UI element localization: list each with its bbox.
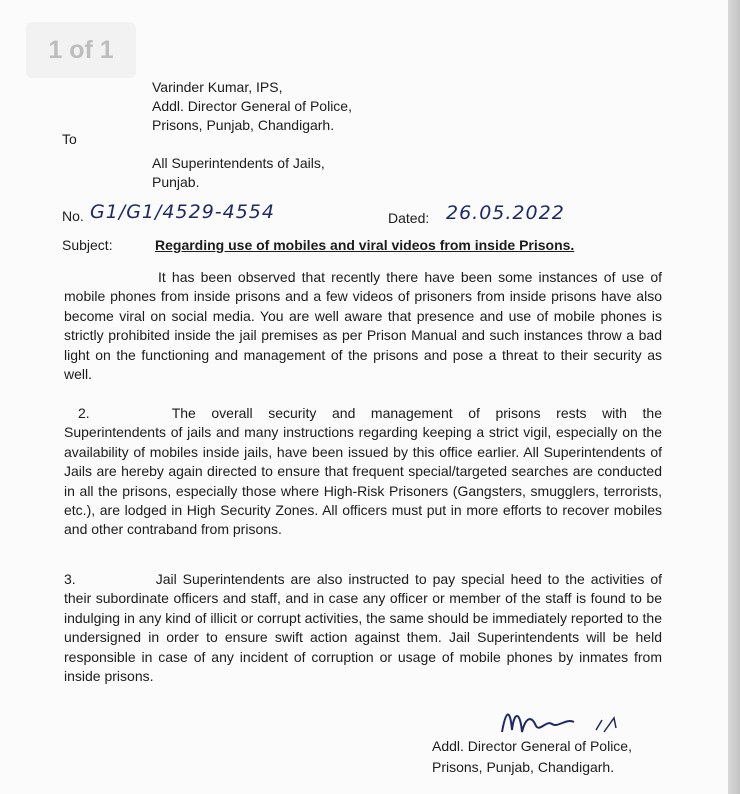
paragraph-2 bbox=[64, 404, 662, 540]
recipient-line: Punjab. bbox=[152, 174, 200, 190]
sender-block bbox=[152, 78, 352, 135]
page-indicator: 1 of 1 bbox=[26, 22, 136, 78]
sender-line: Prisons, Punjab, Chandigarh. bbox=[152, 117, 335, 133]
paragraph-1-text: It has been observed that recently there have been some instances of use of mobile phones from inside prisons and a few videos of prisoners from inside prisons have also become viral on social media. You are well aware that presence and use of mobile phones is strictly prohibited inside the jail premises as per Prison Manual and such instances throw a bad light on the functioning and management of the prisons and pose a threat to their security as well. bbox=[64, 269, 662, 383]
recipient-block bbox=[152, 154, 325, 192]
paragraph-1 bbox=[64, 268, 662, 384]
paragraph-2-text: The overall security and management of prisons rests with the Superintendents of jails and many instructions regarding keeping a strict vigil, especially on the availability of mobiles inside jails, have been issued by this office earlier. All Superintendents of Jails are hereby again directed to ensure that frequent special/targeted searches are conducted in all the prisons, especially those where High-Risk Prisoners (Gangsters, smugglers, terrorists, etc.), are lodged in High Security Zones. All officers must put in more efforts to recover mobiles and other contraband from prisons. bbox=[64, 405, 662, 538]
paragraph-number: 3. bbox=[64, 571, 76, 587]
signatory-line: Prisons, Punjab, Chandigarh. bbox=[432, 759, 615, 775]
paragraph-number: 2. bbox=[78, 405, 90, 421]
to-label: To bbox=[62, 131, 77, 147]
dated-value: 26.05.2022 bbox=[446, 202, 565, 224]
paragraph-3 bbox=[64, 570, 662, 686]
reference-label: No. bbox=[62, 208, 84, 224]
dated-label: Dated: bbox=[388, 210, 430, 226]
subject-text: Regarding use of mobiles and viral videos from inside Prisons. bbox=[155, 237, 575, 253]
signature-block bbox=[432, 736, 632, 778]
page-edge bbox=[728, 0, 740, 794]
sender-line: Varinder Kumar, IPS, bbox=[152, 79, 283, 95]
subject-label: Subject: bbox=[62, 237, 113, 253]
signatory-line: Addl. Director General of Police, bbox=[432, 738, 632, 754]
recipient-line: All Superintendents of Jails, bbox=[152, 155, 325, 171]
reference-row bbox=[62, 200, 662, 230]
reference-number: G1/G1/4529-4554 bbox=[90, 201, 275, 223]
paragraph-3-text: Jail Superintendents are also instructed to pay special heed to the activities of their subordinate officers and staff, and in case any officer or member of the staff is found to be indulging in any kind of illicit or corrupt activities, the same should be immediately reported to the undersigned in order to ensure swift action against them. Jail Superintendents will be held responsible in case of any incident of corruption or usage of mobile phones by inmates from inside prisons. bbox=[64, 571, 662, 685]
sender-line: Addl. Director General of Police, bbox=[152, 98, 352, 114]
